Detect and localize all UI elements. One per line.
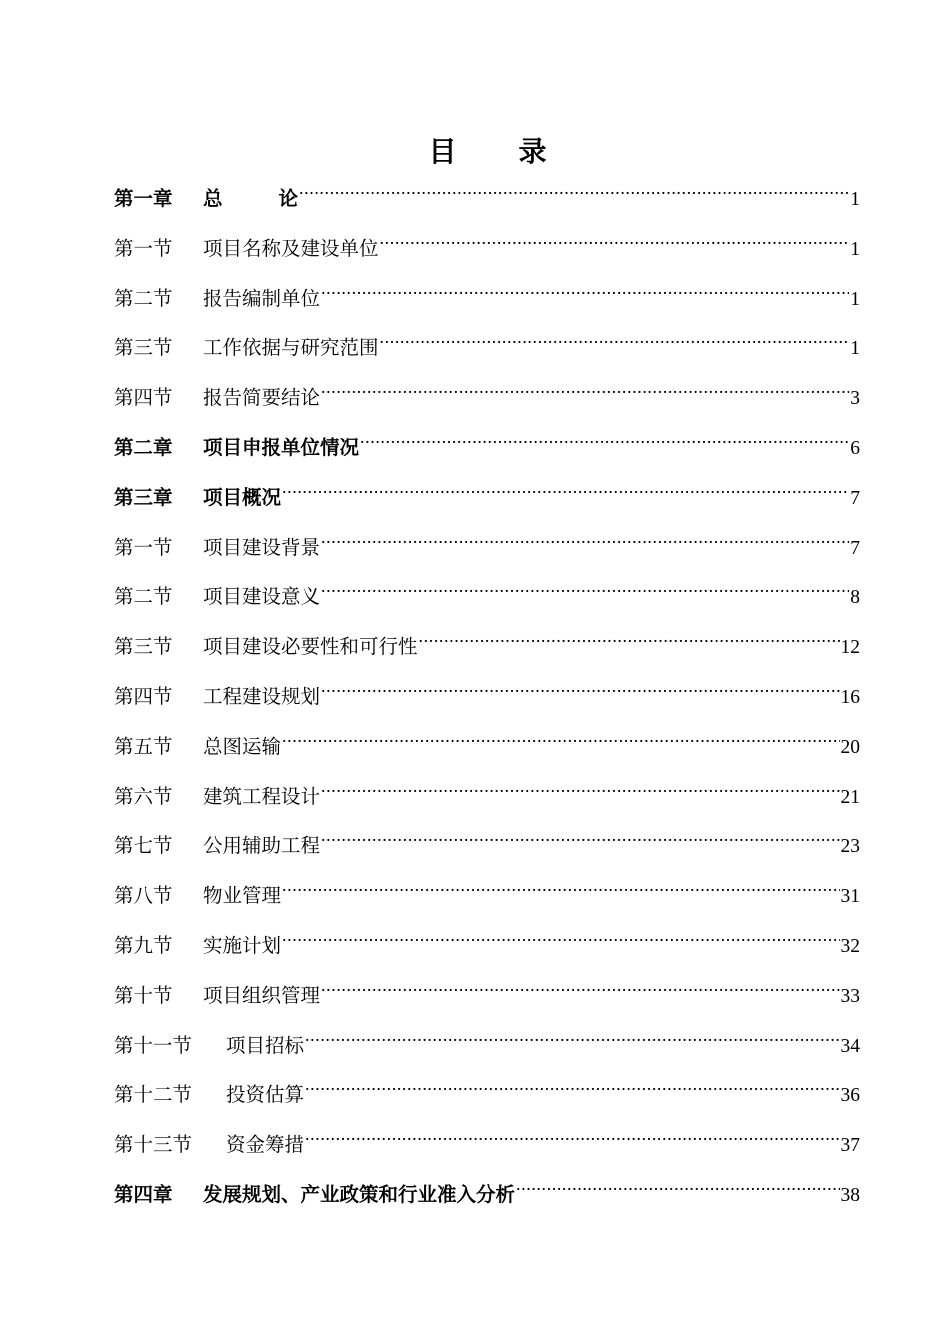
- toc-number: 第二章: [114, 435, 173, 459]
- toc-page-number: 1: [850, 238, 860, 260]
- toc-title: 项目招标: [226, 1033, 305, 1057]
- leader-dots: [321, 387, 849, 409]
- toc-entry-section[interactable]: [114, 224, 860, 274]
- toc-page-number: 37: [840, 1135, 860, 1157]
- toc-number: 第十一节: [114, 1033, 193, 1057]
- title-char-1: 目: [428, 135, 457, 168]
- toc-number: 第六节: [114, 784, 173, 808]
- leader-dots: [282, 885, 839, 907]
- toc-number: 第九节: [114, 933, 173, 957]
- toc-entry-section[interactable]: [114, 373, 860, 423]
- toc-page-number: 21: [840, 786, 860, 808]
- toc-title: 投资估算: [226, 1083, 305, 1107]
- leader-dots: [321, 686, 839, 708]
- toc-number: 第四章: [114, 1182, 173, 1206]
- leader-dots: [360, 437, 849, 459]
- page-title: [0, 130, 950, 170]
- leader-dots: [321, 835, 839, 857]
- toc-page-number: 3: [850, 388, 860, 410]
- toc-number: 第二节: [114, 286, 173, 310]
- toc-title: 项目建设必要性和可行性: [203, 635, 418, 659]
- toc-page-number: 20: [840, 736, 860, 758]
- toc-title: 实施计划: [203, 933, 282, 957]
- leader-dots: [321, 536, 849, 558]
- leader-dots: [321, 586, 849, 608]
- toc-page-number: 1: [850, 288, 860, 310]
- toc-entry-section[interactable]: [114, 622, 860, 672]
- toc-entry-chapter-2[interactable]: [114, 423, 860, 473]
- toc-title: 建筑工程设计: [203, 784, 321, 808]
- toc-page-number: 38: [840, 1184, 860, 1206]
- toc-number: 第一章: [114, 187, 173, 210]
- toc-title: 报告简要结论: [203, 386, 321, 410]
- toc-title: 发展规划、产业政策和行业准入分析: [203, 1182, 516, 1206]
- toc-page-number: 16: [840, 686, 860, 708]
- toc-number: 第四节: [114, 684, 173, 708]
- toc-entry-section[interactable]: [114, 1120, 860, 1170]
- title-char-2: 录: [518, 135, 547, 168]
- toc-page-number: 31: [840, 886, 860, 908]
- toc-entry-chapter-1[interactable]: [114, 174, 860, 224]
- toc-page-number: 34: [840, 1035, 860, 1057]
- leader-dots: [305, 1084, 839, 1106]
- leader-dots: [282, 736, 839, 758]
- leader-dots: [282, 487, 849, 509]
- toc-entry-section[interactable]: [114, 572, 860, 622]
- toc-title: 工作依据与研究范围: [203, 336, 379, 360]
- toc-title: 项目建设意义: [203, 585, 321, 609]
- toc-number: 第十节: [114, 983, 173, 1007]
- leader-dots: [305, 1034, 839, 1056]
- toc-title: 项目概况: [203, 485, 282, 509]
- toc-entry-section[interactable]: [114, 323, 860, 373]
- toc-entry-chapter-3[interactable]: [114, 473, 860, 523]
- toc-entry-section[interactable]: [114, 821, 860, 871]
- toc-entry-section[interactable]: [114, 1021, 860, 1071]
- toc-number: 第十二节: [114, 1083, 193, 1107]
- toc-title: 工程建设规划: [203, 684, 321, 708]
- toc-title: 总 论: [203, 187, 299, 210]
- toc-number: 第一节: [114, 236, 173, 260]
- leader-dots: [516, 1184, 839, 1206]
- leader-dots: [305, 1134, 839, 1156]
- leader-dots: [380, 238, 850, 260]
- toc-title: 项目申报单位情况: [203, 435, 360, 459]
- toc-entry-chapter-4[interactable]: [114, 1170, 860, 1220]
- toc-number: 第三节: [114, 635, 173, 659]
- toc-page-number: 7: [850, 537, 860, 559]
- toc-title: 项目组织管理: [203, 983, 321, 1007]
- leader-dots: [321, 287, 849, 309]
- toc-page-number: 8: [850, 587, 860, 609]
- toc-number: 第七节: [114, 834, 173, 858]
- toc-number: 第二节: [114, 585, 173, 609]
- toc-title: 项目名称及建设单位: [203, 236, 379, 260]
- table-of-contents: [114, 174, 860, 1220]
- toc-page-number: 36: [840, 1085, 860, 1107]
- toc-entry-section[interactable]: [114, 672, 860, 722]
- toc-number: 第十三节: [114, 1133, 193, 1157]
- toc-number: 第八节: [114, 884, 173, 908]
- toc-page-number: 12: [840, 637, 860, 659]
- toc-entry-section[interactable]: [114, 1070, 860, 1120]
- toc-entry-section[interactable]: [114, 971, 860, 1021]
- toc-entry-section[interactable]: [114, 523, 860, 573]
- leader-dots: [321, 985, 839, 1007]
- toc-title: 物业管理: [203, 884, 282, 908]
- toc-number: 第五节: [114, 734, 173, 758]
- toc-entry-section[interactable]: [114, 274, 860, 324]
- leader-dots: [380, 337, 850, 359]
- toc-page-number: 6: [850, 437, 860, 459]
- toc-number: 第四节: [114, 386, 173, 410]
- toc-number: 第三章: [114, 485, 173, 509]
- toc-page-number: 33: [840, 985, 860, 1007]
- toc-title: 报告编制单位: [203, 286, 321, 310]
- toc-title: 项目建设背景: [203, 535, 321, 559]
- toc-entry-section[interactable]: [114, 772, 860, 822]
- toc-number: 第三节: [114, 336, 173, 360]
- leader-dots: [321, 785, 839, 807]
- toc-page-number: 23: [840, 836, 860, 858]
- toc-page-number: 1: [850, 338, 860, 360]
- leader-dots: [282, 935, 839, 957]
- toc-title: 资金筹措: [226, 1133, 305, 1157]
- toc-entry-section[interactable]: [114, 921, 860, 971]
- toc-page-number: 32: [840, 935, 860, 957]
- leader-dots: [419, 636, 840, 658]
- toc-number: 第一节: [114, 535, 173, 559]
- toc-title: 公用辅助工程: [203, 834, 321, 858]
- toc-page-number: 1: [850, 189, 860, 210]
- toc-entry-section[interactable]: [114, 722, 860, 772]
- leader-dots: [299, 188, 849, 210]
- toc-title: 总图运输: [203, 734, 282, 758]
- toc-entry-section[interactable]: [114, 871, 860, 921]
- toc-page-number: 7: [850, 487, 860, 509]
